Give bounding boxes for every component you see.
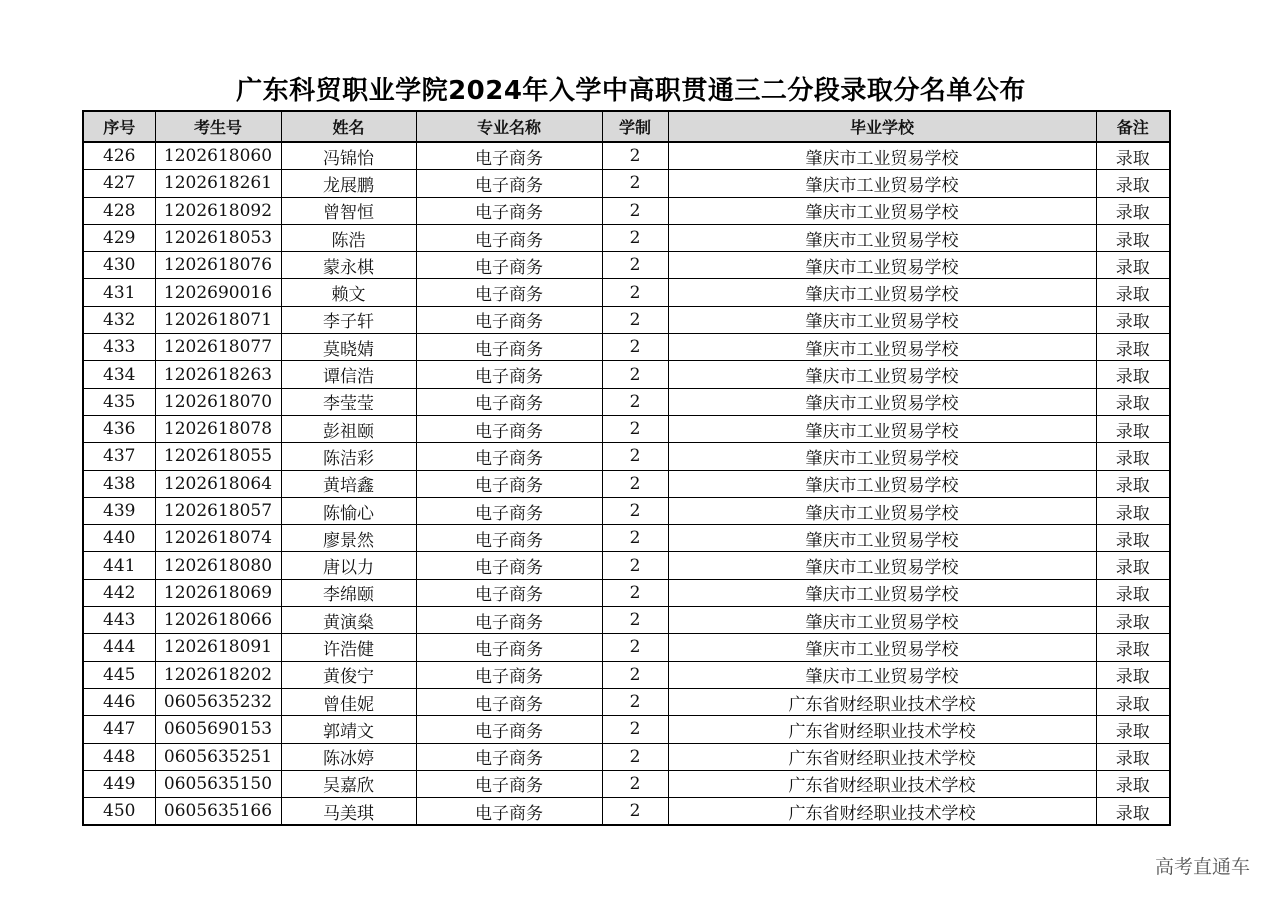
cell-major: 电子商务 [416,470,602,497]
header-school: 毕业学校 [668,111,1096,142]
cell-exam-id: 0605635251 [155,743,281,770]
table-row [83,306,1170,333]
table-row [83,415,1170,442]
cell-exam-id: 1202618066 [155,607,281,634]
cell-school: 肇庆市工业贸易学校 [668,142,1096,170]
cell-remark: 录取 [1096,607,1170,634]
cell-seq: 428 [83,197,155,224]
cell-exam-id: 1202618080 [155,552,281,579]
cell-school: 肇庆市工业贸易学校 [668,361,1096,388]
cell-remark: 录取 [1096,661,1170,688]
cell-seq: 426 [83,142,155,170]
cell-major: 电子商务 [416,252,602,279]
cell-remark: 录取 [1096,388,1170,415]
cell-major: 电子商务 [416,388,602,415]
cell-duration: 2 [602,525,668,552]
cell-remark: 录取 [1096,634,1170,661]
cell-school: 肇庆市工业贸易学校 [668,334,1096,361]
cell-name: 廖景然 [281,525,416,552]
cell-seq: 449 [83,770,155,797]
header-row [83,111,1170,142]
cell-name: 彭祖颐 [281,415,416,442]
cell-name: 陈冰婷 [281,743,416,770]
cell-seq: 436 [83,415,155,442]
cell-remark: 录取 [1096,279,1170,306]
cell-remark: 录取 [1096,415,1170,442]
table-row [83,798,1170,826]
cell-exam-id: 1202618261 [155,170,281,197]
cell-remark: 录取 [1096,798,1170,826]
table-row [83,688,1170,715]
cell-seq: 434 [83,361,155,388]
cell-exam-id: 1202618078 [155,415,281,442]
table-row [83,770,1170,797]
cell-name: 马美琪 [281,798,416,826]
cell-duration: 2 [602,224,668,251]
cell-exam-id: 0605635166 [155,798,281,826]
cell-remark: 录取 [1096,552,1170,579]
cell-school: 肇庆市工业贸易学校 [668,252,1096,279]
cell-name: 曾佳妮 [281,688,416,715]
cell-remark: 录取 [1096,497,1170,524]
cell-school: 肇庆市工业贸易学校 [668,443,1096,470]
cell-remark: 录取 [1096,525,1170,552]
cell-major: 电子商务 [416,579,602,606]
cell-seq: 441 [83,552,155,579]
cell-major: 电子商务 [416,634,602,661]
cell-school: 肇庆市工业贸易学校 [668,552,1096,579]
cell-school: 肇庆市工业贸易学校 [668,525,1096,552]
cell-duration: 2 [602,252,668,279]
cell-name: 唐以力 [281,552,416,579]
table-row [83,470,1170,497]
header-duration: 学制 [602,111,668,142]
cell-duration: 2 [602,688,668,715]
cell-major: 电子商务 [416,306,602,333]
cell-seq: 450 [83,798,155,826]
cell-exam-id: 0605635150 [155,770,281,797]
cell-major: 电子商务 [416,798,602,826]
table-row [83,579,1170,606]
cell-duration: 2 [602,361,668,388]
cell-duration: 2 [602,334,668,361]
table-row [83,552,1170,579]
cell-major: 电子商务 [416,361,602,388]
table-row [83,170,1170,197]
cell-exam-id: 1202690016 [155,279,281,306]
cell-duration: 2 [602,170,668,197]
table-row [83,252,1170,279]
watermark-text: 高考直通车 [1154,856,1250,878]
cell-name: 郭靖文 [281,716,416,743]
cell-name: 黄演燊 [281,607,416,634]
header-major: 专业名称 [416,111,602,142]
cell-remark: 录取 [1096,443,1170,470]
table-row [83,361,1170,388]
cell-seq: 435 [83,388,155,415]
cell-duration: 2 [602,497,668,524]
cell-seq: 448 [83,743,155,770]
cell-duration: 2 [602,443,668,470]
cell-exam-id: 1202618263 [155,361,281,388]
table-row [83,279,1170,306]
table-body [83,142,1170,825]
cell-name: 李绵颐 [281,579,416,606]
cell-major: 电子商务 [416,224,602,251]
cell-exam-id: 1202618070 [155,388,281,415]
cell-school: 广东省财经职业技术学校 [668,688,1096,715]
cell-major: 电子商务 [416,770,602,797]
cell-exam-id: 1202618091 [155,634,281,661]
cell-exam-id: 1202618055 [155,443,281,470]
cell-remark: 录取 [1096,743,1170,770]
cell-major: 电子商务 [416,607,602,634]
cell-duration: 2 [602,552,668,579]
cell-exam-id: 1202618057 [155,497,281,524]
cell-duration: 2 [602,770,668,797]
cell-school: 肇庆市工业贸易学校 [668,388,1096,415]
cell-school: 肇庆市工业贸易学校 [668,661,1096,688]
cell-school: 肇庆市工业贸易学校 [668,415,1096,442]
cell-remark: 录取 [1096,770,1170,797]
cell-duration: 2 [602,634,668,661]
cell-school: 广东省财经职业技术学校 [668,770,1096,797]
cell-major: 电子商务 [416,443,602,470]
cell-seq: 446 [83,688,155,715]
table-row [83,197,1170,224]
cell-seq: 433 [83,334,155,361]
cell-remark: 录取 [1096,306,1170,333]
cell-school: 肇庆市工业贸易学校 [668,279,1096,306]
cell-remark: 录取 [1096,252,1170,279]
cell-exam-id: 0605690153 [155,716,281,743]
cell-school: 肇庆市工业贸易学校 [668,224,1096,251]
cell-remark: 录取 [1096,579,1170,606]
document-title: 广东科贸职业学院2024年入学中高职贯通三二分段录取分名单公布 [236,76,1026,106]
cell-name: 蒙永棋 [281,252,416,279]
cell-major: 电子商务 [416,661,602,688]
cell-remark: 录取 [1096,170,1170,197]
cell-major: 电子商务 [416,497,602,524]
table-row [83,607,1170,634]
cell-school: 肇庆市工业贸易学校 [668,634,1096,661]
cell-remark: 录取 [1096,142,1170,170]
cell-major: 电子商务 [416,415,602,442]
cell-name: 李莹莹 [281,388,416,415]
table-row [83,334,1170,361]
cell-duration: 2 [602,415,668,442]
cell-exam-id: 1202618074 [155,525,281,552]
cell-name: 龙展鹏 [281,170,416,197]
cell-name: 陈浩 [281,224,416,251]
cell-school: 广东省财经职业技术学校 [668,743,1096,770]
cell-duration: 2 [602,470,668,497]
cell-exam-id: 1202618202 [155,661,281,688]
cell-major: 电子商务 [416,525,602,552]
cell-remark: 录取 [1096,688,1170,715]
cell-name: 赖文 [281,279,416,306]
cell-exam-id: 1202618053 [155,224,281,251]
cell-remark: 录取 [1096,334,1170,361]
cell-duration: 2 [602,798,668,826]
cell-name: 黄培鑫 [281,470,416,497]
cell-duration: 2 [602,142,668,170]
cell-seq: 447 [83,716,155,743]
header-exam-id: 考生号 [155,111,281,142]
header-remark: 备注 [1096,111,1170,142]
cell-major: 电子商务 [416,334,602,361]
cell-seq: 427 [83,170,155,197]
cell-major: 电子商务 [416,743,602,770]
table-row [83,497,1170,524]
cell-seq: 437 [83,443,155,470]
cell-exam-id: 1202618069 [155,579,281,606]
cell-major: 电子商务 [416,170,602,197]
cell-major: 电子商务 [416,279,602,306]
cell-major: 电子商务 [416,197,602,224]
table-row [83,716,1170,743]
cell-major: 电子商务 [416,716,602,743]
cell-seq: 432 [83,306,155,333]
cell-name: 许浩健 [281,634,416,661]
cell-name: 曾智恒 [281,197,416,224]
cell-duration: 2 [602,743,668,770]
cell-exam-id: 1202618077 [155,334,281,361]
cell-seq: 431 [83,279,155,306]
table-row [83,661,1170,688]
cell-exam-id: 0605635232 [155,688,281,715]
cell-school: 肇庆市工业贸易学校 [668,497,1096,524]
cell-seq: 444 [83,634,155,661]
cell-school: 肇庆市工业贸易学校 [668,170,1096,197]
cell-duration: 2 [602,661,668,688]
table-row [83,525,1170,552]
header-seq: 序号 [83,111,155,142]
cell-duration: 2 [602,716,668,743]
cell-name: 莫晓婧 [281,334,416,361]
cell-school: 肇庆市工业贸易学校 [668,197,1096,224]
table-row [83,443,1170,470]
cell-exam-id: 1202618092 [155,197,281,224]
header-name: 姓名 [281,111,416,142]
cell-seq: 430 [83,252,155,279]
cell-major: 电子商务 [416,552,602,579]
cell-exam-id: 1202618076 [155,252,281,279]
table-row [83,142,1170,170]
cell-remark: 录取 [1096,361,1170,388]
cell-name: 吴嘉欣 [281,770,416,797]
cell-seq: 429 [83,224,155,251]
cell-school: 肇庆市工业贸易学校 [668,607,1096,634]
cell-major: 电子商务 [416,142,602,170]
cell-seq: 445 [83,661,155,688]
cell-seq: 442 [83,579,155,606]
table-row [83,634,1170,661]
cell-seq: 438 [83,470,155,497]
cell-remark: 录取 [1096,224,1170,251]
cell-duration: 2 [602,388,668,415]
cell-school: 肇庆市工业贸易学校 [668,579,1096,606]
cell-name: 陈洁彩 [281,443,416,470]
admission-table [82,110,1171,826]
cell-name: 谭信浩 [281,361,416,388]
cell-exam-id: 1202618071 [155,306,281,333]
cell-school: 广东省财经职业技术学校 [668,716,1096,743]
cell-school: 肇庆市工业贸易学校 [668,470,1096,497]
cell-remark: 录取 [1096,470,1170,497]
table-row [83,743,1170,770]
cell-duration: 2 [602,607,668,634]
table-row [83,224,1170,251]
table-row [83,388,1170,415]
cell-remark: 录取 [1096,197,1170,224]
cell-seq: 439 [83,497,155,524]
cell-exam-id: 1202618064 [155,470,281,497]
cell-duration: 2 [602,279,668,306]
cell-duration: 2 [602,306,668,333]
cell-major: 电子商务 [416,688,602,715]
cell-remark: 录取 [1096,716,1170,743]
cell-duration: 2 [602,579,668,606]
cell-name: 李子轩 [281,306,416,333]
cell-seq: 443 [83,607,155,634]
cell-name: 冯锦怡 [281,142,416,170]
cell-name: 陈愉心 [281,497,416,524]
table-header [83,111,1170,142]
cell-school: 广东省财经职业技术学校 [668,798,1096,826]
cell-duration: 2 [602,197,668,224]
cell-name: 黄俊宁 [281,661,416,688]
cell-school: 肇庆市工业贸易学校 [668,306,1096,333]
cell-seq: 440 [83,525,155,552]
cell-exam-id: 1202618060 [155,142,281,170]
